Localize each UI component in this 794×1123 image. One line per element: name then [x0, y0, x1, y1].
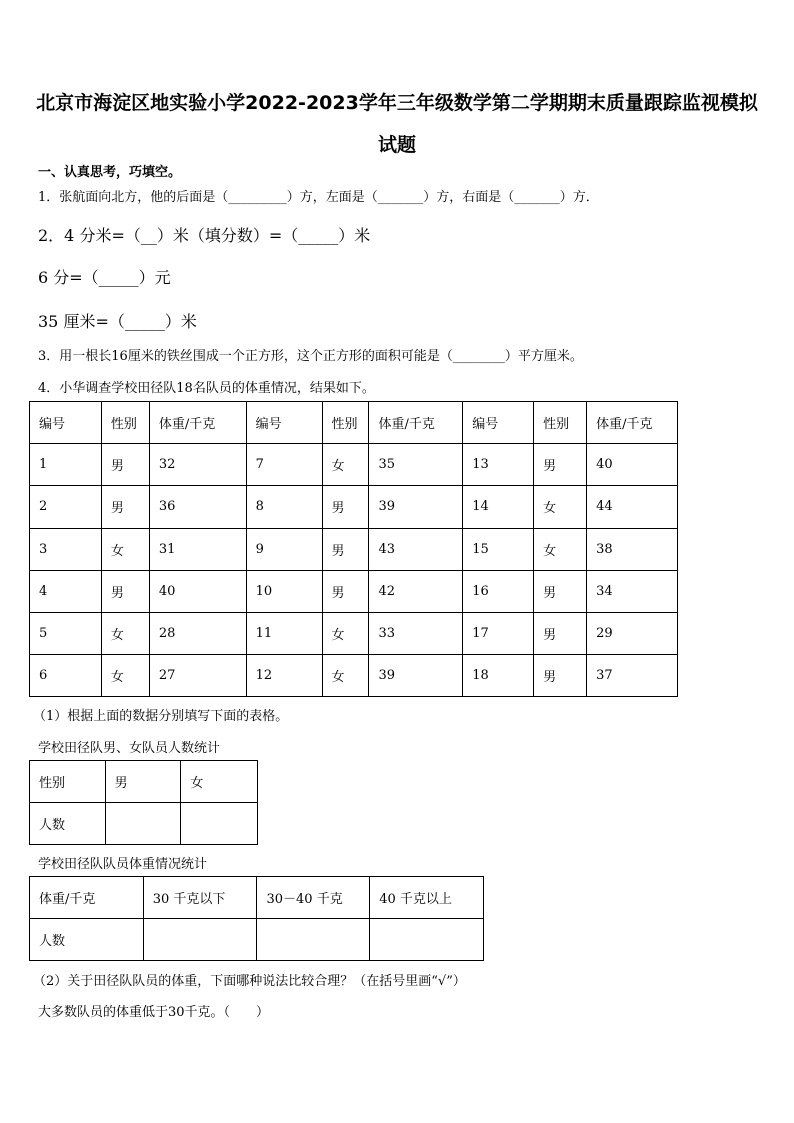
row-label-cell: 人数	[30, 803, 106, 845]
table-cell: 女	[322, 444, 369, 486]
table-cell: 16	[463, 570, 534, 612]
table-cell: 44	[587, 486, 678, 528]
header-cell: 30－40 千克	[257, 877, 370, 919]
table-row	[30, 444, 678, 486]
table-cell: 男	[322, 486, 369, 528]
page-title-line1: 北京市海淀区地实验小学2022-2023学年三年级数学第二学期期末质量跟踪监视模拟	[36, 92, 758, 114]
table-cell: 39	[369, 655, 463, 697]
header-cell: 男	[105, 761, 181, 803]
table-cell: 12	[246, 655, 322, 697]
header-cell: 体重/千克	[149, 402, 246, 444]
table-cell: 13	[463, 444, 534, 486]
table-cell: 女	[101, 528, 149, 570]
table-cell: 31	[149, 528, 246, 570]
table-cell: 28	[149, 612, 246, 654]
table-row	[30, 528, 678, 570]
header-cell: 性别	[534, 402, 587, 444]
table-cell: 17	[463, 612, 534, 654]
table-cell: 4	[30, 570, 102, 612]
table-cell: 男	[101, 444, 149, 486]
table-cell: 女	[534, 528, 587, 570]
table-cell: 男	[101, 486, 149, 528]
weight-range-table	[29, 876, 484, 961]
table-row	[30, 655, 678, 697]
table-cell: 女	[101, 612, 149, 654]
answer-cell-over-40[interactable]	[370, 919, 484, 961]
table-cell: 女	[534, 486, 587, 528]
table-cell: 女	[322, 612, 369, 654]
weight-data-table	[29, 401, 678, 697]
table-row	[30, 612, 678, 654]
table-cell: 11	[246, 612, 322, 654]
question-3: 3．用一根长16厘米的铁丝围成一个正方形，这个正方形的面积可能是（________）平方厘米。	[38, 349, 583, 364]
table-cell: 男	[534, 570, 587, 612]
header-cell: 性别	[30, 761, 106, 803]
table-cell: 2	[30, 486, 102, 528]
table-cell: 男	[101, 570, 149, 612]
sub-question-1: （1）根据上面的数据分别填写下面的表格。	[33, 709, 289, 724]
answer-cell-30-40[interactable]	[257, 919, 370, 961]
table-cell: 39	[369, 486, 463, 528]
table-cell: 40	[587, 444, 678, 486]
table-row	[30, 486, 678, 528]
header-cell: 性别	[322, 402, 369, 444]
table-cell: 9	[246, 528, 322, 570]
row-label-cell: 人数	[30, 919, 144, 961]
table-cell: 36	[149, 486, 246, 528]
table-cell: 女	[322, 655, 369, 697]
table-row	[30, 803, 258, 845]
table-cell: 15	[463, 528, 534, 570]
header-cell: 编号	[30, 402, 102, 444]
gender-count-table	[29, 760, 258, 845]
table-cell: 33	[369, 612, 463, 654]
table-cell: 18	[463, 655, 534, 697]
table-row	[30, 570, 678, 612]
table-cell: 7	[246, 444, 322, 486]
section-heading: 一、认真思考，巧填空。	[38, 165, 182, 180]
table-header-row	[30, 761, 258, 803]
sub-question-2: （2）关于田径队队员的体重，下面哪种说法比较合理？（在括号里画“√”）	[33, 974, 466, 989]
table-cell: 40	[149, 570, 246, 612]
header-cell: 编号	[463, 402, 534, 444]
header-cell: 性别	[101, 402, 149, 444]
table-cell: 43	[369, 528, 463, 570]
question-4: 4．小华调查学校田径队18名队员的体重情况，结果如下。	[38, 381, 375, 396]
table-cell: 男	[534, 612, 587, 654]
answer-cell-female[interactable]	[181, 803, 258, 845]
header-cell: 30 千克以下	[143, 877, 257, 919]
table-cell: 男	[322, 528, 369, 570]
table-cell: 37	[587, 655, 678, 697]
header-cell: 体重/千克	[30, 877, 144, 919]
table-cell: 6	[30, 655, 102, 697]
question-1: 1．张航面向北方，他的后面是（_________）方，左面是（_______）方，右面是（_______）方．	[38, 190, 599, 205]
table-row	[30, 919, 484, 961]
table-cell: 10	[246, 570, 322, 612]
table-cell: 女	[101, 655, 149, 697]
header-cell: 编号	[246, 402, 322, 444]
table-cell: 男	[322, 570, 369, 612]
table-cell: 35	[369, 444, 463, 486]
table-cell: 42	[369, 570, 463, 612]
table-cell: 男	[534, 655, 587, 697]
table-cell: 14	[463, 486, 534, 528]
table-cell: 34	[587, 570, 678, 612]
answer-cell-under-30[interactable]	[143, 919, 257, 961]
question-2-part-b: 6 分=（_____）元	[38, 268, 171, 287]
table-cell: 男	[534, 444, 587, 486]
table-cell: 29	[587, 612, 678, 654]
table-cell: 5	[30, 612, 102, 654]
header-cell: 体重/千克	[587, 402, 678, 444]
table-cell: 38	[587, 528, 678, 570]
question-2-part-c: 35 厘米=（_____）米	[38, 312, 197, 331]
table-cell: 1	[30, 444, 102, 486]
answer-cell-male[interactable]	[105, 803, 181, 845]
statement-1: 大多数队员的体重低于30千克。（ ）	[38, 1005, 270, 1020]
gender-table-caption: 学校田径队男、女队员人数统计	[38, 741, 221, 756]
table-cell: 32	[149, 444, 246, 486]
header-cell: 40 千克以上	[370, 877, 484, 919]
table-header-row	[30, 877, 484, 919]
table-header-row	[30, 402, 678, 444]
header-cell: 女	[181, 761, 258, 803]
table-cell: 3	[30, 528, 102, 570]
table-cell: 8	[246, 486, 322, 528]
weight-table-caption: 学校田径队队员体重情况统计	[38, 857, 208, 872]
header-cell: 体重/千克	[369, 402, 463, 444]
table-cell: 27	[149, 655, 246, 697]
question-2: 2．4 分米=（__）米（填分数）=（_____）米	[38, 226, 371, 245]
page-title-line2: 试题	[377, 134, 416, 156]
